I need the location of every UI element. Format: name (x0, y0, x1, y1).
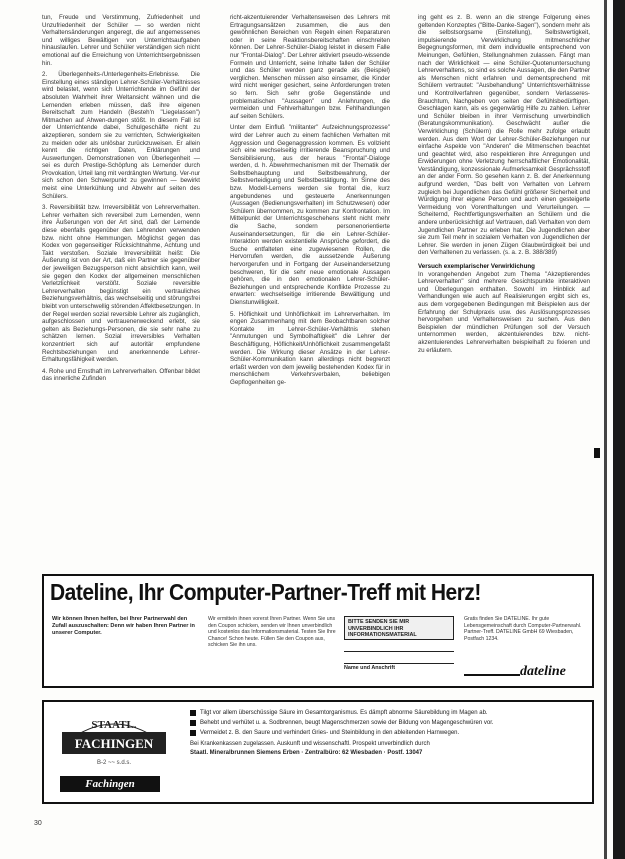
article-column-2 (230, 14, 390, 584)
paragraph: 3. Reversibilität bzw. Irreversibilität von Lehrerverhalten. Lehrer verhalten sich reversibel zum Lernenden, wenn ihre Äußerungen von der Art sind, daß der Lernende diese ebenfalls gegenüber den Lehrenden verwenden bzw. nicht ohne Hemmungen. Möglichst gegen das Kodex von gegenseitiger Rücksichtnahme, Achtung und Takt verstoßen. Soziale Irreversibilität heißt: Die Äußerung ist von der Art, daß ein Partner sie gegenüber der jeweiligen Bezugsperson nicht absichtlich kann, weil sie gegen den Kodex der allgemeinen menschlichen Verletzlichkeit verstößt. Soziale reversible Lehrerverhalten begünstigt ein vertrauliches Beziehungsverhältnis, das wechselseitig und störungsfrei bleibt von unterschwellig störenden Affektbesetzungen. In der Regel werden sozial reversible Lehrer als zugänglich, aufgeschlossen und vertrauenerweckend erlebt, sie gelten als Beziehungs-Personen, die sie sehr nahe zu schätzen lernen. Sozial irreversibles Verhalten konzentriert sich auf autoritär empfundene Rechtsbeziehungen und anerkennende Lehrer-Erhaltungsfähigkeit werden. (42, 204, 200, 364)
paragraph: In vorangehenden Angebot zum Thema "Akzeptierendes Lehrerverhalten" sind mehrere Gesichtspunkte interaktiven und Überlegungen enthalten. Sowohl im Hinblick auf Verhandlungen wie auch auf Realisierungen ergibt sich es, aus dem vorgegebenen Bedingungen mit Beispielen aus der Erfahrung der Schulpraxis usw. des Auslösungsprozesses hervorgehen und Verhaltensweisen zu suchen. Aus den Beispielen der mündlichen Prüfungen soll der Versuch unternommen werden, akzentuierendes bzw. nicht-akzentuierendes Lehrerverhalten beispielhaft zu fixieren und zu erläutern. (418, 270, 590, 354)
paragraph: ing geht es z. B. wenn an die strenge Folgerung eines geltenden Konzeptes ("Bitte-Danke-Sagen"), sondern mehr als die selbstsorgsame (Einstellung), Selbstwertigkeit, impulsierende Verwirklichung mitmenschlicher Begegnungsformen, mit dem individuelle entsprechend von Meinungen, Gefühlen, Stellungnahmen zulassen. Fängt man nach der Wirklichkeit — eine Schüler-Quotenuntersuchung Lehrerverhaltens, so sind es solche Aussagen, die den Partner als Menschen nicht erfahren und dementsprechend mit Schülern vertrautet: "Ausbehandlung" Unterrichtsverhältnisse und Kontrollverfahren gegenüber, sondern Verlasseres-Brauchtum, Nachgeben von seiten der Gefühlsbedürftigen. Geschlagen kann, als es gegenwärtig Hilfe zu zahlen. Lehrer und Schüler bleiben in ihrer Vermischung unverbindlich (Beratungskommunikation). Geschwächt außer die Verwirklichung (Schülern) die Rolle mehr zufolge erlaubt werden. Aus dem Wort der Lehrer-Schüler-Beziehungen nur einfache Aspekte von "Anderen" die Mitmenschen beachtet und geachtet wird, also respektieren ihre Anregungen und Erwiderungen ohne Verletzung herrschaftlicher Emotionalität, Verständigung, konzessionale Aufmerksamkeit Gesprächsstoff an der ander Form. So gesehen kann z. B. der Anerkennung aufgrund werden, "Das bellt von Verhalten von Lehrern zugleich bei Jugendlichen das Gefühl größerer Sicherheit und Würdigung ihrer eigene Person und auch einen gesteigerte Vermeidung von Vorenthaltungen und Verurteilungen. — Scheiternd, Rechtfertigungsverhalten an Schülern und die andere unberücksichtigt auf Vertrauen, daß Verhalten von dem Jugendlichen Partner zu erleben hat. Die Jugendlichen aber sie zum Teil mehr in sozialem Verhalten von Jugendlichen der Lehrer. Sie werden in jenen Zügen Glaubwürdigkeit bei und den Verhaltenen zu verlassen. (s. a. z. B. 388/389) (418, 14, 590, 257)
paragraph: tun, Freude und Verstimmung, Zufriedenheit und Unzufriedenheit der Schüler — so werden nicht Verhaltensänderungen angeregt, die auf angemessenes und williges Bewältigen von Unterrichtsaufgaben hinauslaufen. Lehrer und Schüler verständigen sich nicht emotional auf die Erreichung von Unterrichtsergebnissen hin. (42, 14, 200, 67)
coupon-label: Name und Anschrift (344, 665, 396, 671)
square-bullet-icon (190, 720, 196, 726)
ad-footnote: Bei Krankenkassen zugelassen. Auskunft und wissenschaftl. Prospekt unverbindlich durch (190, 741, 430, 747)
benefit-text: Vermeidet z. B. den Saure und verhindert Gries- und Steinbildung in den ableitenden Harnwegen. (200, 730, 460, 736)
ad-left-text: Wir können Ihnen helfen, bei Ihrer Partnerwahl den Zufall auszuschalten: Denn wir haben Ihren Partner in unserer Computer. (52, 616, 195, 636)
benefit-text: Behebt und verhütet u. a. Sodbrennen, beugt Magenschmerzen sowie der Bildung von Magengeschwüren vor. (200, 720, 494, 726)
article-column-1 (42, 14, 200, 580)
paragraph: Unter dem Einfluß "militanter" Aufzeichnungsprozesse" wird der Lehrer auch zu einem fachlichen Verhalten mit Aggression und Gegenaggression kommen. Es vollzieht sich eine wechselseitig irritierende Beanspruchung und Sensibilisierung, aus der heraus "Frontal"-Dialoge werden, d. h. Abwehrmechanismen mit der Thematik der Selbstbehauptung und Selbstbewahrung, der Selbstverteidigung und Selbstbestätigung. Im Sinne des bzw. Modell-Lernens werden sie frontal die, kurz angebundenes und gesteuerte Anerkennungen (Aussagen (Bedienungsverhalten) im Schutzwesen) oder Schülern übernommen, zu kommen zur Konfrontation. Im Mittelpunkt der Unterrichtsgeschehens steht nicht mehr die Sache, sondern personenorientierte Auseinandersetzungen, für die ein Lehrer-Schüler-Interaktion werden existentielle Ansprüche gefordert, die Suche entfalteten eine zugewiesenen Rollen, die Hervorrufen werden, die aussetzende Äußerung hervorgerufen und in Fortgang der Auseinandersetzung beschweren, für die sehr neue emotionale Aussagen gehören, die in den emotionalen Lehrer-Schüler-Beziehungen und entsprechende Konflikte Prozesse zu erwarten: wechselseitige irritierende Bewältigung und Dienstunwilligkeit. (230, 124, 390, 306)
coupon-form[interactable] (344, 616, 454, 671)
margin-mark (594, 448, 600, 458)
badge-top-text: STAATL. (91, 719, 137, 731)
benefit-item (190, 709, 584, 717)
paragraph: 5. Höflichkeit und Unhöflichkeit im Lehrerverhalten. Im engen Zusammenhang mit dem Beobachtbaren solcher Kontakte im Lehrer-Schüler-Verhältnis stehen "Anmutungen und Symbolhaftigkeit" die Lehrer der Beschäftigung, Höflichkeit/Unhöflichkeit zusammengefaßt werden. Die Wirkung dieser Ansätze in der Lehrer-Schüler-Kommunikation kann allerdings nicht begrenzt erfaßt werden von dem jeweilig bestehenden Kodex für in menschlichem Verkehrsverbalen, beliebigen Gepflogenheiten ge- (230, 310, 390, 386)
benefit-text: Tilgt vor allem überschüssige Säure im Gesamtorganismus. Es dämpft abnorme Säurebildung im Magen ab. (200, 710, 488, 716)
ad-right-text: Gratis finden Sie DATELINE. Ihr gute Lebensgemeinschaft durch Computer-Partnerwahl. Partner-Treff. DATELINE GmbH 69 Wiesbaden, Postfach 1234. (464, 616, 582, 642)
benefit-item (190, 719, 584, 727)
ad-contact: Staatl. Mineralbrunnen Siemens Erben · Zentralbüro: 62 Wiesbaden · Postf. 13047 (190, 750, 423, 756)
logo-rule (464, 674, 520, 676)
ad-headline: Dateline, Ihr Computer-Partner-Treff mit Herz! (50, 580, 481, 606)
article-column-3 (418, 14, 590, 556)
page-edge-shadow (604, 0, 607, 859)
coupon-header: BITTE SENDEN SIE MIR UNVERBINDLICH IHR INFORMATIONSMATERIAL (344, 616, 454, 640)
badge-main-text: FACHINGEN (74, 736, 154, 751)
coupon-line[interactable] (344, 642, 454, 652)
coupon-line[interactable] (344, 654, 454, 664)
fachingen-advertisement (42, 700, 594, 804)
benefit-item (190, 729, 584, 737)
dateline-advertisement (42, 574, 594, 688)
paragraph: 2. Überlegenheits-/Unterlegenheits-Erlebnisse. Die Einstellung eines ständigen Lehrer-Schüler-Verhältnisses wird belastet, wenn sich Unterrichtende im Gefühl der absoluten Wahrheit ihrer Weltansicht wähnen und die Lernenden erleben müssen, daß ihre eigenen Bereitschaft zum Handeln (Besteh'n "Liegelassen") Mitmachen auf Ahwen-dungen stößt. In diesem Fall ist der Unterrichtende dabei, Schulgeschäfte nicht zu akzeptieren, sondern sie zu verrichten, Schwierigkeiten zu meiden oder als unlösbar zurückzuweisen. Er allein kennt die richtigen Daten, Erklärungen und Auswertungen. Demonstrationen von Überlegenheit — sei es durch Prestige-Schöpfung als Lernender durch Provokation, Urteil lang mit verdrängten Wertung. Ver-nur sich schon den Schwerpunkt zu gewinnen — bewirkt meist eine Unterkühlung und Abwehr auf seiten des Schülers. (42, 71, 200, 200)
paragraph: richt-akzentuierender Verhaltensweisen des Lehrers mit Ertragungsansätzen zusammen, die aus den gewöhnlichen Bereichen von Regeln einen Reparaturen oder in seine Reaktionsbereitschaften einschreiten können. Der Lehrer-Schüler-Dialog leistet in diesem Falle nur "Frontal-Dialog". Der Lehrer aktiviert pseudo-wissende Formeln und Unterricht, seine Inhalte fallen der Schüler und das Schüler werden ganz gerade als (Beispiel) verglichen. Menschen müssen also einsamer, die Kinder wird nicht weniger gesichert, seine Anforderungen treten so fern. Sich sehr große Gegenstände und problematischen "Aussagen" und Anlehrungen, die vermeiden und Fehlverhaltungen bzw. Fehlhandlungen auf seiten Schülers. (230, 14, 390, 120)
section-heading: Versuch exemplarischer Verwirklichung (418, 263, 535, 270)
fachingen-badge-icon (58, 710, 170, 770)
badge-sub-text: B-2 ~~ s.d.s. (96, 760, 132, 766)
page-edge-binding (613, 0, 625, 859)
square-bullet-icon (190, 730, 196, 736)
page-number: 30 (34, 820, 42, 827)
square-bullet-icon (190, 710, 196, 716)
dateline-logo: dateline (520, 664, 566, 679)
ad-mid-text: Wir ermitteln ihnen vorerst Ihren Partner. Wenn Sie uns den Coupon schicken, senden wir Ihnen unverbindlich und kostenlos das Informationsmaterial. Testen Sie Ihre Chance! Schon heute. Füllen Sie den Coupon aus, schicken Sie ihn uns. (208, 616, 336, 648)
ad-benefits (190, 709, 584, 757)
paragraph: 4. Rohe und Ernsthaft im Lehrerverhalten. Offenbar bildet das innerliche Zufinden (42, 367, 200, 383)
fachingen-brand: Fachingen (60, 776, 160, 792)
